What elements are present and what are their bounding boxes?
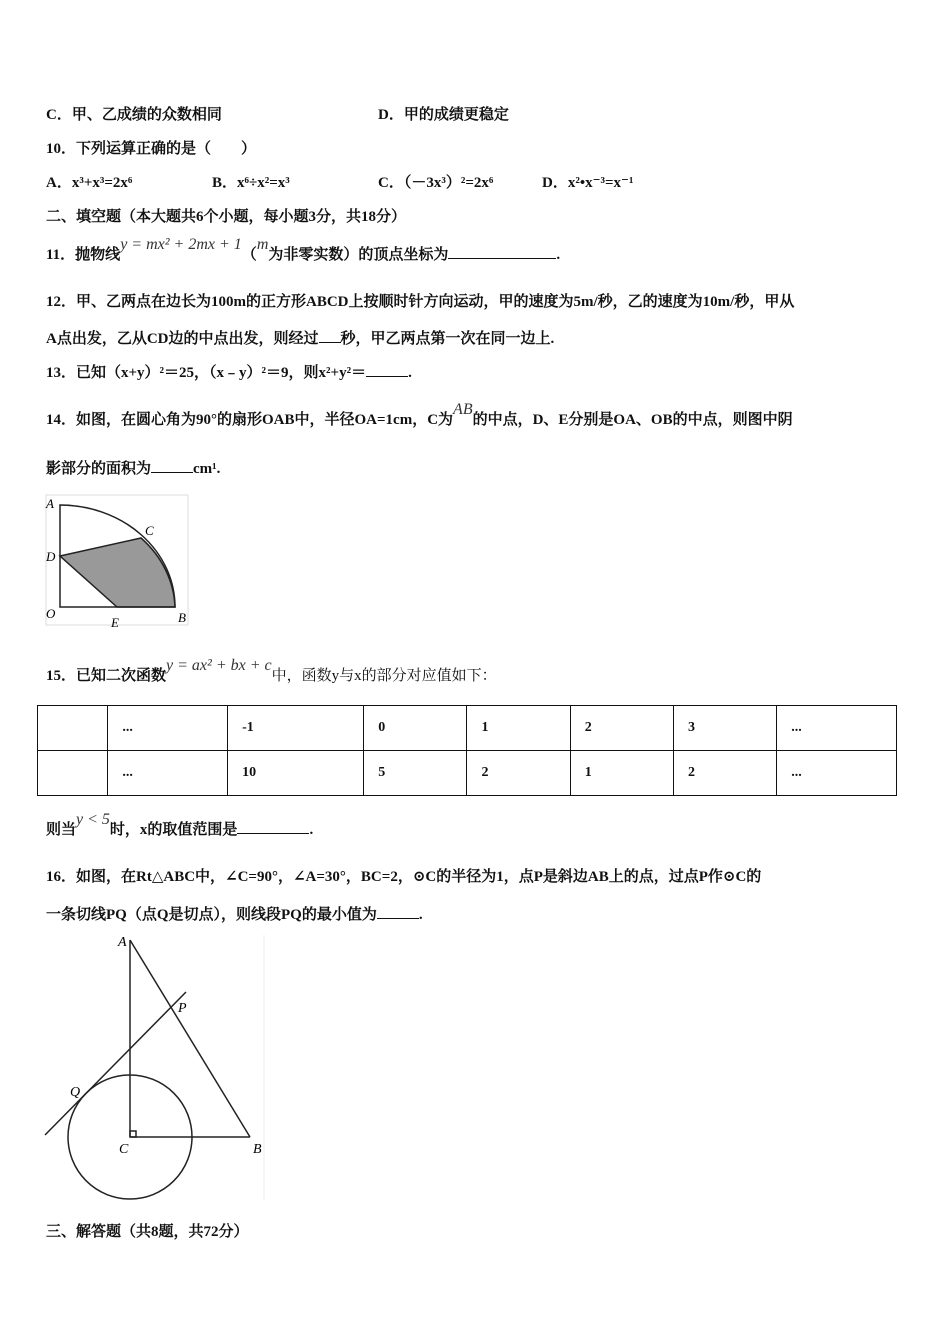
table-cell: ... xyxy=(777,706,897,751)
q14-line1 xyxy=(46,401,793,429)
q15-text-cont: 中，函数y与x的部分对应值如下： xyxy=(271,668,497,684)
q12-line1: 12．甲、乙两点在边长为100m的正方形ABCD上按顺时针方向运动，甲的速度为5m/秒，乙的速度为10m/秒，甲从 xyxy=(46,294,795,310)
label-q: Q xyxy=(70,1085,81,1100)
table-cell: 2 xyxy=(467,751,570,796)
table-cell: -1 xyxy=(228,706,364,751)
table-cell: 10 xyxy=(228,751,364,796)
q16-end: . xyxy=(418,907,423,923)
table-cell: ... xyxy=(777,751,897,796)
triangle-circle-figure xyxy=(40,930,270,1205)
q10-option-c: C．（－3x³）²=2x⁶ xyxy=(378,175,494,191)
q16-line2 xyxy=(46,903,423,924)
label-a: A xyxy=(118,935,127,950)
section-2-heading: 二、填空题（本大题共6个小题，每小题3分，共18分） xyxy=(46,209,407,225)
q9-option-d: D．甲的成绩更稳定 xyxy=(378,107,509,123)
table-cell: 3 xyxy=(674,706,777,751)
q10-option-b: B．x⁶÷x²=x³ xyxy=(212,175,290,191)
table-cell: 2 xyxy=(674,751,777,796)
sector-figure xyxy=(40,490,195,630)
table-row-x xyxy=(38,706,897,751)
answer-blank xyxy=(151,458,193,473)
label-c: C xyxy=(119,1142,129,1157)
q13-text: 13．已知（x+y）²＝25，（x﹣y）²＝9，则x²+y²＝ xyxy=(46,365,367,381)
q14-text: 影部分的面积为 xyxy=(46,461,152,477)
q10-option-d: D．x²•x⁻³=x⁻¹ xyxy=(542,175,634,191)
q11-text: 为非零实数）的顶点坐标为 xyxy=(268,247,449,263)
answer-blank xyxy=(377,904,419,919)
q14-unit: cm¹. xyxy=(193,461,221,477)
section-3-heading: 三、解答题（共8题，共72分） xyxy=(46,1224,249,1240)
q11-stem: 11．抛物线 xyxy=(46,247,121,263)
table-cell xyxy=(38,706,108,751)
table-cell: 2 xyxy=(570,706,673,751)
q10-stem: 10．下列运算正确的是（ ） xyxy=(46,141,257,157)
label-b: B xyxy=(253,1142,262,1157)
q11-m: m xyxy=(256,236,269,253)
table-cell: 5 xyxy=(364,751,467,796)
table-cell: ... xyxy=(108,751,228,796)
q14-line2 xyxy=(46,457,220,478)
label-a: A xyxy=(46,496,54,511)
answer-blank xyxy=(319,328,341,343)
q14-arc-ab: AB xyxy=(453,401,473,418)
q16-line1: 16．如图，在Rt△ABC中，∠C=90°，∠A=30°，BC=2，⊙C的半径为1，点P是斜边AB上的点，过点P作⊙C的 xyxy=(46,869,762,885)
q15-formula: y = ax² + bx + c xyxy=(166,657,272,674)
q11 xyxy=(46,236,561,264)
label-o: O xyxy=(46,606,56,621)
table-cell: 0 xyxy=(364,706,467,751)
label-d: D xyxy=(46,549,56,564)
table-cell: 1 xyxy=(467,706,570,751)
q15-question xyxy=(46,811,314,839)
q14-text: 14．如图，在圆心角为90°的扇形OAB中，半径OA=1cm，C为 xyxy=(46,412,454,428)
q9-option-c: C．甲、乙成绩的众数相同 xyxy=(46,107,222,123)
q14-text-cont: 的中点，D、E分别是OA、OB的中点，则图中阴 xyxy=(472,412,793,428)
q15-text-cont: 时，x的取值范围是 xyxy=(109,822,238,838)
q11-formula: y = mx² + 2mx + 1 xyxy=(120,236,242,253)
q11-end: . xyxy=(556,247,561,263)
label-b: B xyxy=(178,610,186,625)
label-c: C xyxy=(145,523,154,538)
q13-end: . xyxy=(408,365,412,381)
q15-stem xyxy=(46,657,497,685)
q15-text: 则当 xyxy=(46,822,77,838)
q12-line2 xyxy=(46,327,554,348)
table-row-y xyxy=(38,751,897,796)
label-p: P xyxy=(178,1001,187,1016)
label-e: E xyxy=(111,615,119,630)
q15-condition: y < 5 xyxy=(76,811,110,828)
q15-text: 15．已知二次函数 xyxy=(46,668,167,684)
q13 xyxy=(46,361,412,382)
answer-blank xyxy=(237,819,309,834)
table-cell: 1 xyxy=(570,751,673,796)
q10-option-a: A．x³+x³=2x⁶ xyxy=(46,175,133,191)
answer-blank xyxy=(448,244,556,259)
q11-paren: （ xyxy=(241,247,257,263)
q12-text: A点出发，乙从CD边的中点出发，则经过 xyxy=(46,331,319,347)
answer-blank xyxy=(366,362,408,377)
q12-text-end: 秒，甲乙两点第一次在同一边上. xyxy=(340,331,555,347)
q16-text: 一条切线PQ（点Q是切点），则线段PQ的最小值为 xyxy=(46,907,377,923)
table-cell: ... xyxy=(108,706,228,751)
q15-end: . xyxy=(309,822,314,838)
table-cell xyxy=(38,751,108,796)
value-table xyxy=(37,705,897,796)
